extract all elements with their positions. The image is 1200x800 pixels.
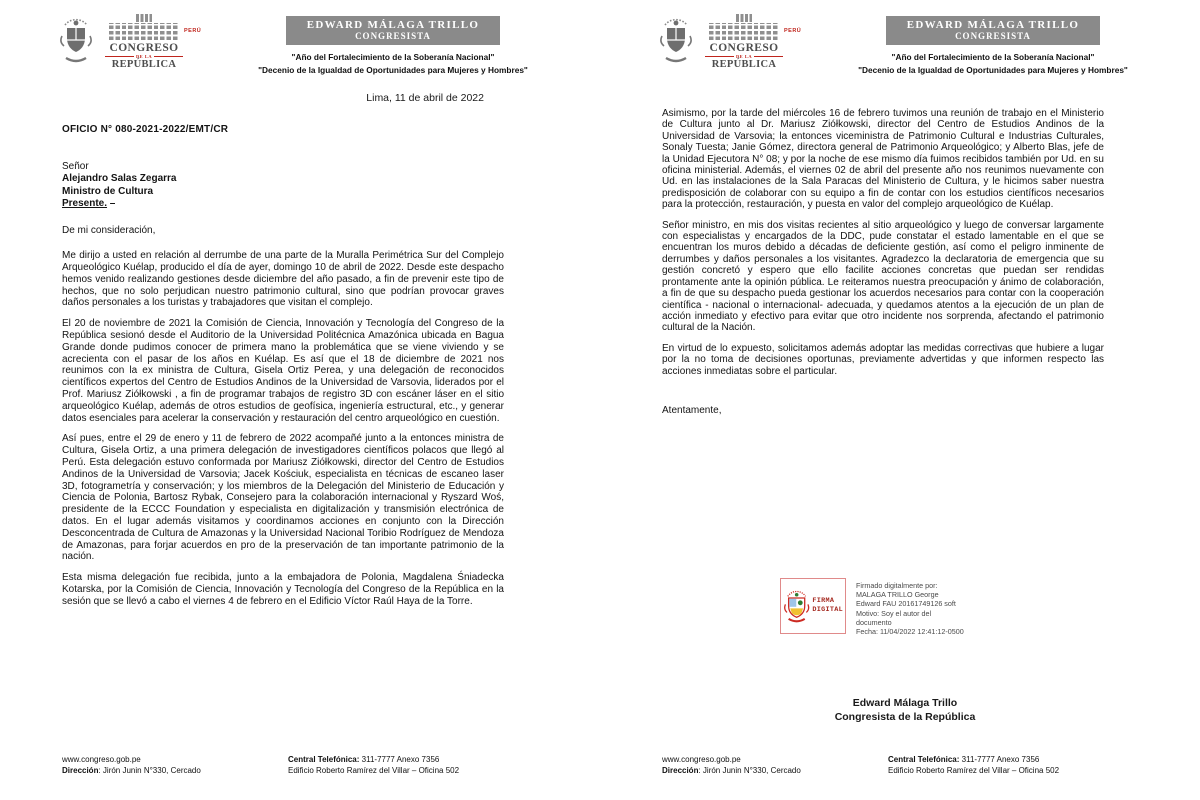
recipient-presente: Presente. – — [62, 198, 116, 210]
sig-line: MALAGA TRILLO George — [856, 590, 939, 600]
quote-line-1: "Año del Fortalecimiento de la Soberanía Nacional" — [291, 52, 495, 62]
logo-peru-label: PERÚ — [784, 28, 802, 34]
letter-body-page2 — [662, 108, 1104, 426]
quote-line-2: "Decenio de la Igualdad de Oportunidades para Mujeres y Hombres" — [858, 64, 1128, 75]
congressman-banner — [886, 16, 1100, 45]
recipient-block — [62, 161, 504, 211]
signer-block — [740, 697, 1070, 724]
sig-line: Motivo: Soy el autor del — [856, 608, 932, 618]
logo-dela-label: DE LA — [735, 54, 753, 59]
letter-page-2 — [600, 0, 1200, 800]
sig-line: Edward FAU 20161749126 soft — [856, 599, 956, 609]
header-logos — [658, 14, 802, 70]
banner-title: CONGRESISTA — [955, 31, 1031, 41]
oficio-number: OFICIO N° 080-2021-2022/EMT/CR — [62, 124, 229, 135]
footer-building: Edificio Roberto Ramírez del Villar – Oficina 502 — [288, 765, 460, 775]
banner-name: EDWARD MÁLAGA TRILLO — [906, 19, 1080, 31]
closing: Atentamente, — [662, 404, 722, 416]
footer-website: www.congreso.gob.pe — [662, 755, 741, 764]
footer-website: www.congreso.gob.pe — [62, 755, 141, 764]
letter-body-page1 — [62, 124, 504, 617]
sig-line: Firmado digitalmente por: — [856, 581, 938, 590]
header-logos — [58, 14, 202, 70]
congreso-logo — [103, 14, 185, 70]
official-year-quotes — [225, 51, 561, 76]
official-year-quotes — [825, 51, 1161, 76]
peru-coat-of-arms-color-icon — [783, 585, 810, 627]
paragraph: Así pues, entre el 29 de enero y 11 de febrero de 2022 acompañé junto a la entonces ministra de Cultura, Gisela Ortiz, a una primera delegación de investigadores científicos polacos que llegó al Perú. Esta delegación estuvo conformada por Mariusz Ziółkowski, director del Centro de Estudios Andinos de la Universidad de Varsovia; Jacek Kościuk, especialista en técnicas de escaneo laser 3D, fotogrametría y conservación; y los miembros de la Delegación del Ministerio de Educación y Ciencia de Polonia, Bartosz Rybak, Consejero para la colaboración internacional y Ryszard Woś, presidente de la ECCC Foundation y especialista en digitalización y transmisión electrónica de datos. En el lugar además visitamos y coordinamos acciones en conjunto con la Dirección Desconcentrada de Cultura de Amazonas y la Universidad Nacional Toribio Rodríguez de Mendoza de Amazonas, para forjar acuerdos en pro de la preservación de tan importante patrimonio de la nación. — [62, 433, 504, 563]
digital-signature-details — [856, 581, 964, 636]
logo-congreso-label: CONGRESO — [109, 42, 179, 54]
congress-building-icon — [136, 14, 152, 22]
page-footer — [62, 755, 548, 776]
congreso-logo — [703, 14, 785, 70]
logo-dela-label: DE LA — [135, 54, 153, 59]
quote-line-1: "Año del Fortalecimiento de la Soberanía Nacional" — [891, 52, 1095, 62]
logo-republica-label: REPÚBLICA — [711, 59, 777, 70]
recipient-name: Alejandro Salas Zegarra — [62, 173, 177, 185]
footer-phone: Central Telefónica: 311-7777 Anexo 7356 — [288, 755, 440, 764]
letter-date: Lima, 11 de abril de 2022 — [366, 92, 484, 104]
logo-republica-label: REPÚBLICA — [111, 59, 177, 70]
footer-address: Dirección: Jirón Junin N°330, Cercado — [62, 765, 201, 775]
recipient-title: Ministro de Cultura — [62, 185, 154, 197]
congressman-banner — [286, 16, 500, 45]
footer-building: Edificio Roberto Ramírez del Villar – Oficina 502 — [888, 765, 1060, 775]
peru-coat-of-arms-icon — [58, 14, 94, 68]
recipient-salutation: Señor — [62, 160, 89, 172]
footer-phone: Central Telefónica: 311-7777 Anexo 7356 — [888, 755, 1040, 764]
signer-title: Congresista de la República — [834, 710, 976, 723]
paragraph: Señor ministro, en mis dos visitas recientes al sitio arqueológico y luego de conversar largamente con especialistas y encargados de la DDC, pude constatar el estado lamentable en el que se encuentran los muros debido a décadas de deficiente gestión, así como el peligro inminente de derrumbes y daños personales a los visitantes. Agradezco la declaratoria de emergencia que su gestión concretó y espero que ello facilite acciones concretas que puedan ser rendidas prontamente ante la opinión pública. Le reiteramos nuestra preocupación y ánimo de colaboración, a fin de que su despacho pueda gestionar los acuerdos necesarios para contar con la cooperación científica - nacional o internacional- adecuada, y quedamos atentos a la ejecución de un plan de acción inmediato y efectivo para evitar que otro incidente nos sorprenda, afectando el patrimonio cultural de la Nación. — [662, 219, 1104, 334]
banner-title: CONGRESISTA — [355, 31, 431, 41]
paragraph: El 20 de noviembre de 2021 la Comisión de Ciencia, Innovación y Tecnología del Congreso de la República sesionó desde el Auditorio de la Universidad Politécnica Amazónica ubicada en Bagua Grande donde pudimos conocer de primera mano la problemática que se viene viviendo y se acrecienta con el pasar de los años en Kuélap. Es así que el 18 de diciembre de 2021 nos reunimos con la ex ministra de Cultura, Gisela Ortiz Perea, y una delegación de reconocidos científicos expertos del Centro de Estudios Andinos de la Universidad de Varsovia, liderados por el Prof. Mariusz Ziółkowski , a fin de programar trabajos de registro 3D con escáner láser en el sitio arqueológico Kuélap, además de otros estudios de geofísica, ingeniería estructural, etc., y generar datos esenciales para acelerar la conservación y restauración del centro arqueológico en cuestión. — [62, 318, 504, 424]
peru-coat-of-arms-icon — [658, 14, 694, 68]
congress-building-icon — [736, 14, 752, 22]
banner-name: EDWARD MÁLAGA TRILLO — [306, 19, 480, 31]
signer-name: Edward Málaga Trillo — [852, 697, 958, 709]
page-footer — [662, 755, 1148, 776]
sig-line: Fecha: 11/04/2022 12:41:12-0500 — [856, 627, 964, 637]
paragraph: En virtud de lo expuesto, solicitamos además adoptar las medidas correctivas que hubiere a lugar por la no toma de decisiones oportunas, previamente advertidas y que informen respecto las acciones inmediatas sobre el particular. — [662, 342, 1104, 377]
quote-line-2: "Decenio de la Igualdad de Oportunidades para Mujeres y Hombres" — [258, 64, 528, 75]
paragraph: Me dirijo a usted en relación al derrumbe de una parte de la Muralla Perimétrica Sur del Complejo Arqueológico Kuélap, producido el día de ayer, domingo 10 de abril de 2022. Desde este despacho hemos venido realizando gestiones desde diciembre del año pasado, a fin de prevenir este tipo de hechos, que no solo perjudican nuestro patrimonio cultural, sino que podrían provocar graves daños personales a los turistas y trabajadores que visitan el complejo. — [62, 250, 504, 309]
logo-peru-label: PERÚ — [184, 28, 202, 34]
paragraph: Asimismo, por la tarde del miércoles 16 de febrero tuvimos una reunión de trabajo en el Ministerio de Cultura junto al Dr. Mariusz Ziółkowski, director del Centro de Estudios Andinos de la Universidad de Varsovia; la entonces viceministra de Patrimonio Cultural e Industrias Culturales, Sonaly Tuesta; Janie Gómez, directora general de Patrimonio Arqueológico; y Alberto Blas, jefe de la Unidad Ejecutora N° 08; y por la noche de ese mismo día fuimos recibidos también por Ud. en su oficina ministerial. Además, el viernes 02 de abril del presente año nos reunimos nuevamente con Ud. en las instalaciones de la Sala Paracas del Ministerio de Cultura, y le hicimos saber nuestra predisposición de colaborar con su equipo a fin de contar con los estudios científicos necesarios para la protección, restauración, y puesta en valor del complejo arqueológico de Kuélap. — [662, 108, 1104, 211]
footer-address: Dirección: Jirón Junin N°330, Cercado — [662, 765, 801, 775]
firma-digital-label: FIRMA DIGITAL — [812, 597, 843, 614]
firma-digital-seal — [780, 578, 846, 634]
greeting: De mi consideración, — [62, 225, 156, 237]
sig-line: documento — [856, 617, 892, 627]
logo-congreso-label: CONGRESO — [709, 42, 779, 54]
paragraph: Esta misma delegación fue recibida, junto a la embajadora de Polonia, Magdalena Śniadecka Kotarska, por la Comisión de Ciencia, Innovación y Tecnología del Congreso de la República en la sesión que se llevó a cabo el viernes 4 de febrero en el Edificio Víctor Raúl Haya de la Torre. — [62, 572, 504, 607]
